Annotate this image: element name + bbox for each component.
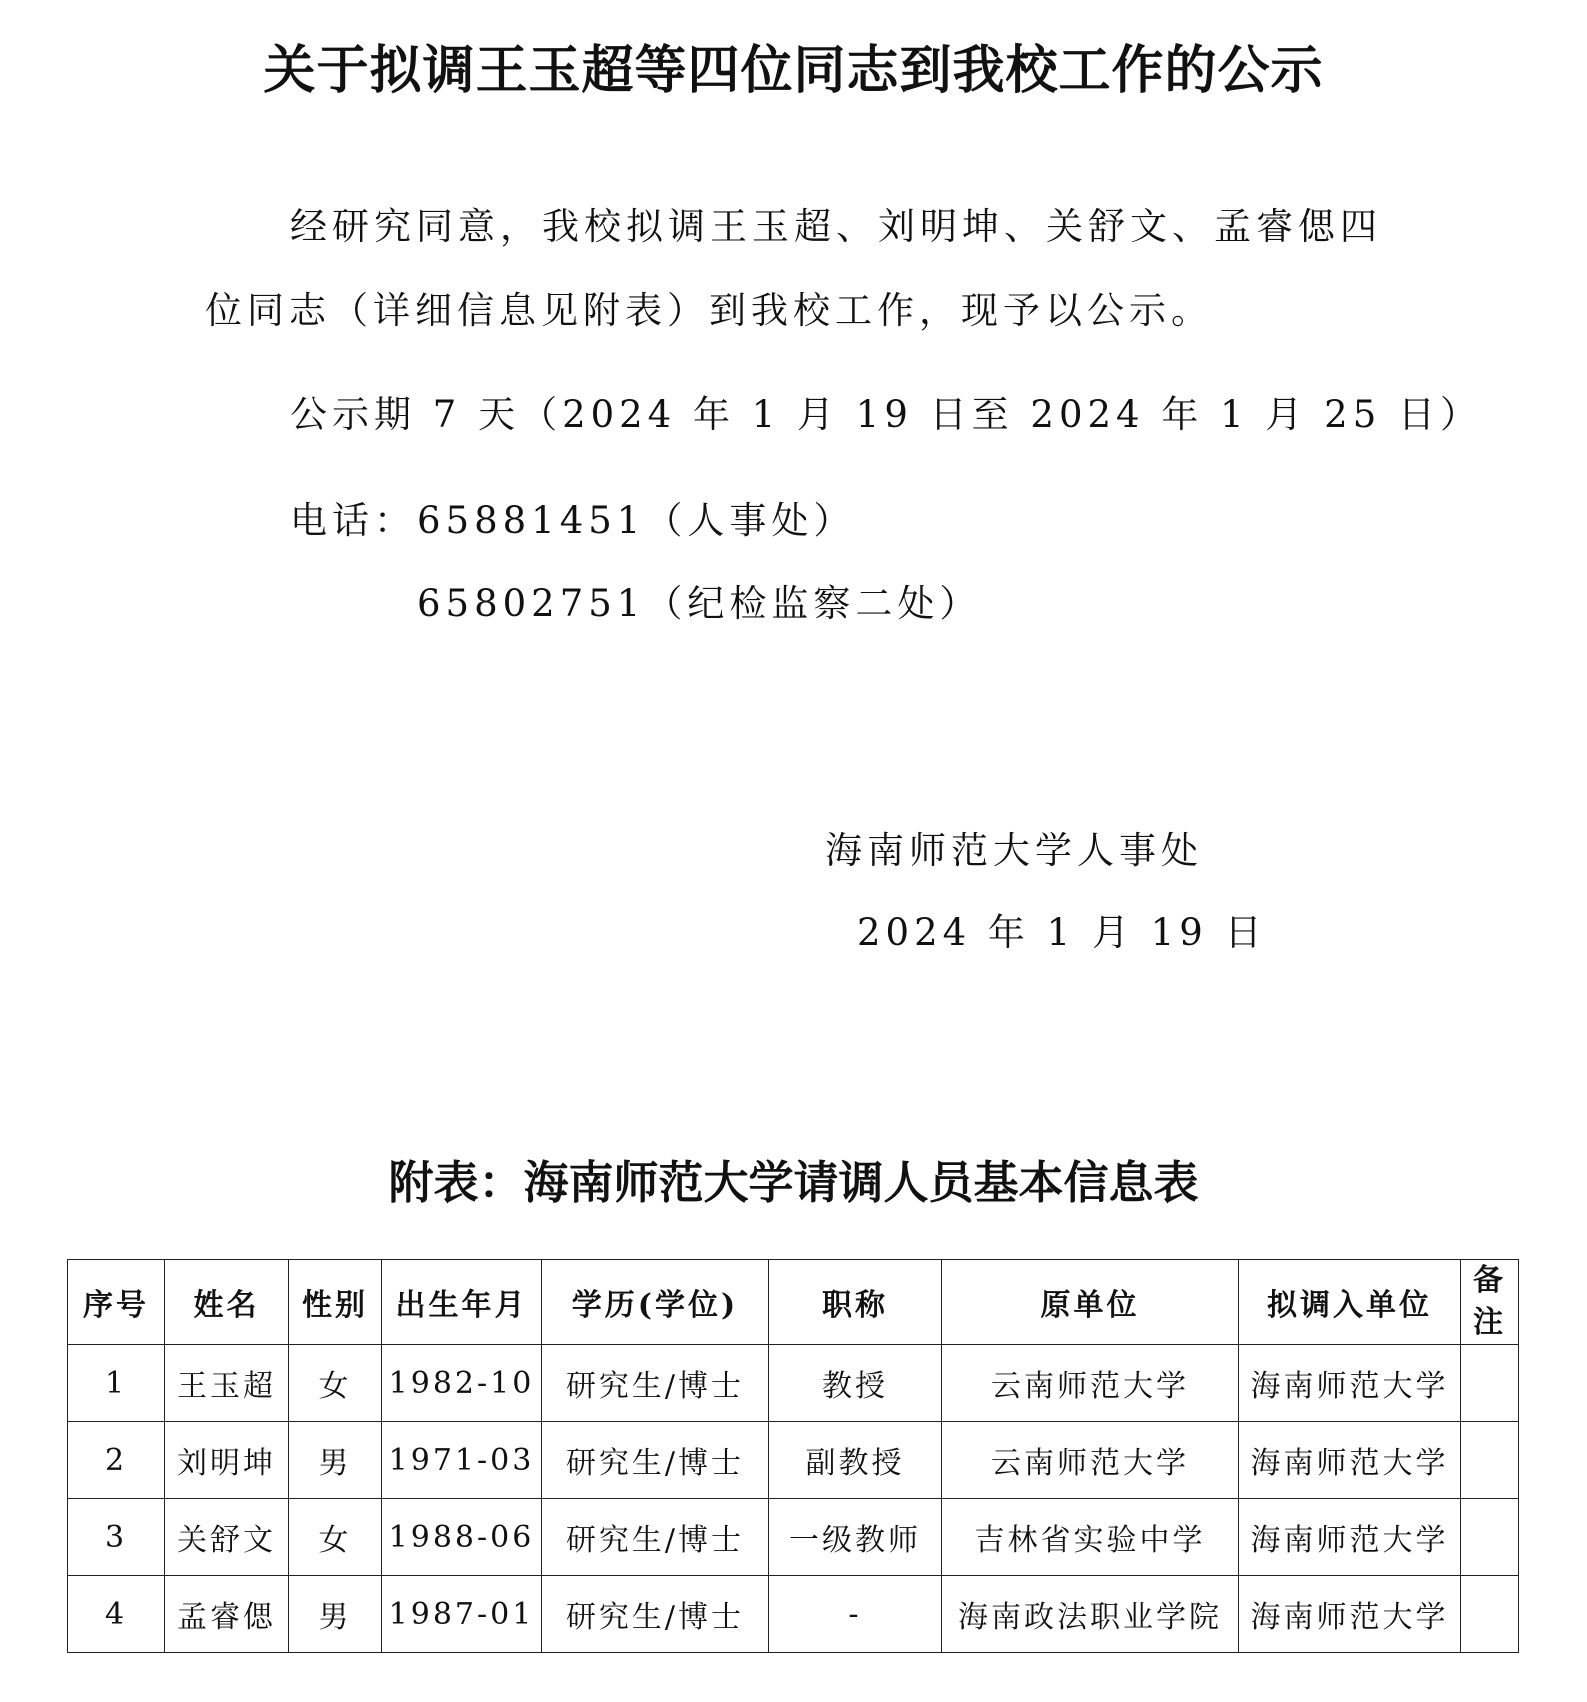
table-title: 附表：海南师范大学请调人员基本信息表 xyxy=(388,1156,1199,1209)
notice-paragraph-line2: 位同志（详细信息见附表）到我校工作，现予以公示。 xyxy=(205,289,1213,332)
cell-education: 研究生/博士 xyxy=(542,1576,769,1653)
phone-label: 电话： xyxy=(290,499,416,542)
cell-education: 研究生/博士 xyxy=(542,1345,769,1422)
table-row xyxy=(68,1422,1519,1499)
header-no: 序号 xyxy=(68,1260,165,1345)
cell-title: 教授 xyxy=(769,1345,942,1422)
signature-date: 2024 年 1 月 19 日 xyxy=(857,911,1267,954)
cell-target: 海南师范大学 xyxy=(1239,1345,1461,1422)
cell-note xyxy=(1461,1576,1519,1653)
phone-number-discipline: 65802751（纪检监察二处） xyxy=(417,582,982,625)
phone-number-hr: 65881451（人事处） xyxy=(417,499,856,542)
document-title: 关于拟调王玉超等四位同志到我校工作的公示 xyxy=(263,40,1324,101)
header-title: 职称 xyxy=(769,1260,942,1345)
header-gender: 性别 xyxy=(289,1260,382,1345)
notice-paragraph-line1: 经研究同意，我校拟调王玉超、刘明坤、关舒文、孟睿偲四 xyxy=(290,205,1382,248)
cell-title: - xyxy=(769,1576,942,1653)
cell-target: 海南师范大学 xyxy=(1239,1499,1461,1576)
table-row xyxy=(68,1576,1519,1653)
header-origin: 原单位 xyxy=(942,1260,1239,1345)
header-education: 学历(学位) xyxy=(542,1260,769,1345)
header-target: 拟调入单位 xyxy=(1239,1260,1461,1345)
cell-note xyxy=(1461,1499,1519,1576)
cell-no: 3 xyxy=(68,1499,165,1576)
cell-birth: 1988-06 xyxy=(382,1499,542,1576)
cell-title: 副教授 xyxy=(769,1422,942,1499)
cell-name: 孟睿偲 xyxy=(165,1576,289,1653)
cell-education: 研究生/博士 xyxy=(542,1422,769,1499)
cell-gender: 男 xyxy=(289,1422,382,1499)
cell-origin: 吉林省实验中学 xyxy=(942,1499,1239,1576)
header-birth: 出生年月 xyxy=(382,1260,542,1345)
header-note xyxy=(1461,1260,1519,1345)
cell-name: 王玉超 xyxy=(165,1345,289,1422)
cell-education: 研究生/博士 xyxy=(542,1499,769,1576)
cell-gender: 男 xyxy=(289,1576,382,1653)
cell-origin: 海南政法职业学院 xyxy=(942,1576,1239,1653)
cell-target: 海南师范大学 xyxy=(1239,1576,1461,1653)
cell-name: 关舒文 xyxy=(165,1499,289,1576)
personnel-info-table xyxy=(67,1259,1519,1653)
table-header-row xyxy=(68,1260,1519,1345)
cell-note xyxy=(1461,1345,1519,1422)
cell-name: 刘明坤 xyxy=(165,1422,289,1499)
cell-birth: 1987-01 xyxy=(382,1576,542,1653)
cell-target: 海南师范大学 xyxy=(1239,1422,1461,1499)
cell-note xyxy=(1461,1422,1519,1499)
cell-birth: 1971-03 xyxy=(382,1422,542,1499)
cell-gender: 女 xyxy=(289,1499,382,1576)
header-note-line2: 注 xyxy=(1473,1305,1506,1340)
phone-line-1 xyxy=(290,490,855,544)
table-row xyxy=(68,1499,1519,1576)
header-name: 姓名 xyxy=(165,1260,289,1345)
cell-no: 1 xyxy=(68,1345,165,1422)
cell-title: 一级教师 xyxy=(769,1499,942,1576)
table-row xyxy=(68,1345,1519,1422)
cell-origin: 云南师范大学 xyxy=(942,1345,1239,1422)
header-note-line1: 备 xyxy=(1473,1263,1506,1298)
cell-birth: 1982-10 xyxy=(382,1345,542,1422)
cell-no: 4 xyxy=(68,1576,165,1653)
signature-org: 海南师范大学人事处 xyxy=(825,829,1203,872)
publicity-period: 公示期 7 天（2024 年 1 月 19 日至 2024 年 1 月 25 日） xyxy=(290,393,1483,436)
cell-no: 2 xyxy=(68,1422,165,1499)
cell-origin: 云南师范大学 xyxy=(942,1422,1239,1499)
cell-gender: 女 xyxy=(289,1345,382,1422)
